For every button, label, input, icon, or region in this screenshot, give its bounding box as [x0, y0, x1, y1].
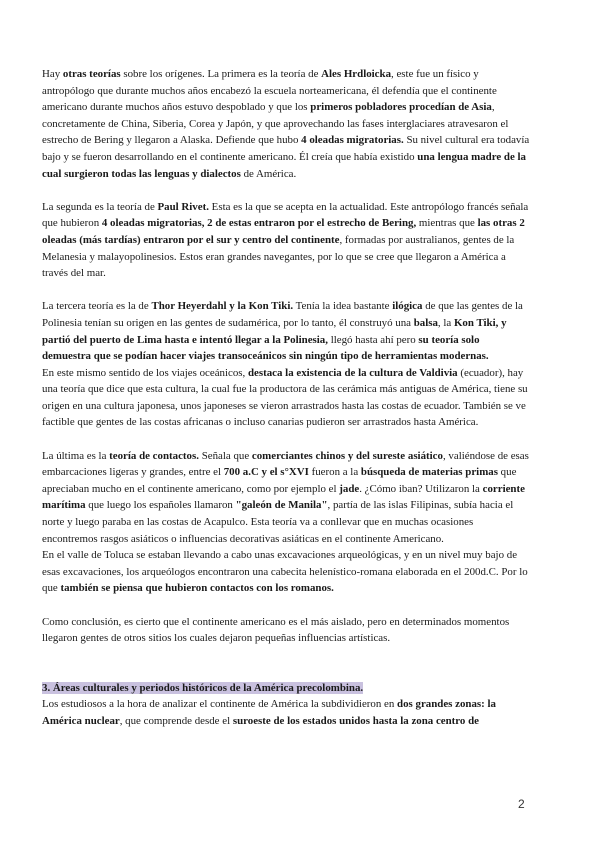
bold-text: Paul Rivet.	[157, 200, 209, 213]
text-run: Señala que	[198, 449, 252, 462]
paragraph-p3	[42, 298, 530, 364]
bold-text: búsqueda de materias primas	[360, 466, 498, 479]
paragraph-p4	[42, 365, 530, 431]
bold-text: Thor Heyerdahl y la Kon Tiki.	[151, 300, 294, 313]
text-run: , concretamente de China, Siberia, Corea y Japón, y que aprovechando las fases interglaciares atravesaron el estrecho de Bering y llegaron a Alaska. Defiende que hubo	[42, 101, 509, 147]
bold-text: balsa	[413, 316, 438, 329]
text-run: Esta es la que se acepta en la actualidad. Este antropólogo francés señala que hubieron	[42, 200, 529, 230]
document-body	[42, 66, 530, 730]
text-run: La última es la	[42, 449, 110, 462]
bold-text: Kon Tiki, y partió del puerto de Lima hasta e intentó llegar a la Polinesia,	[42, 316, 507, 346]
bold-text: su teoría solo demuestra que se podían hacer viajes transoceánicos sin ningún tipo de herramientas modernas.	[42, 333, 489, 363]
bold-text: corriente marítima	[42, 482, 525, 512]
section-paragraph	[42, 696, 530, 729]
bold-text: ilógica	[392, 300, 423, 313]
paragraph-p6	[42, 547, 530, 597]
bold-text: 4 oleadas migratorias.	[301, 134, 404, 147]
text-run: mientras que	[416, 217, 478, 230]
bold-text: comerciantes chinos y del sureste asiático	[251, 449, 443, 462]
text-run: Hay	[42, 68, 63, 80]
text-run: , formadas por australianos, gentes de la Melanesia y malayopolinesios. Estos eran grandes navegantes, por lo que se cree que llegaron a América a través del mar.	[42, 233, 515, 280]
text-run: , valiéndose de esas embarcaciones ligeras y grandes, entre el	[42, 449, 529, 479]
page-number: 2	[518, 797, 525, 811]
bold-text: suroeste de los estados unidos hasta la zona centro de	[232, 714, 479, 727]
text-run: . ¿Cómo iban? Utilizaron la	[359, 482, 483, 495]
paragraph-p2	[42, 199, 530, 282]
text-run: Tenía la idea bastante	[293, 300, 393, 313]
bold-text: jade	[339, 482, 360, 495]
paragraph-p1	[42, 66, 530, 182]
text-run: La segunda es la teoría de	[42, 200, 158, 213]
section-heading: 3. Áreas culturales y periodos históricos de la América precolombina.	[42, 681, 364, 694]
text-run: sobre los orígenes. La primera es la teoría de	[120, 68, 322, 80]
bold-text: también se piensa que hubieron contactos con los romanos.	[60, 582, 334, 595]
bold-text: primeros pobladores procedían de Asia	[310, 101, 492, 114]
text-run: , partía de las islas Filipinas, subía hacia el norte y luego paraba en las costas de Acapulco. Esta teoría va a conllevar que en muchas ocasiones encontremos rasgos asiáticos o influencias decorativas asiáticas en el continente Americano.	[42, 499, 514, 545]
bold-text: las otras 2 oleadas (más tardías) entraron por el sur y centro del continente	[42, 217, 525, 246]
bold-text: 700 a.C y el s°XVI	[223, 466, 309, 479]
bold-text: teoría de contactos.	[109, 449, 199, 462]
text-run: de América.	[240, 167, 297, 180]
bold-text: Ales Hrdloicka	[321, 68, 392, 80]
paragraph-p7	[42, 614, 530, 647]
text-run: fueron a la	[308, 466, 361, 479]
text-run: Su nivel cultural era todavía bajo y se fueron desarrollando en el continente americano. Él creía que había existido	[42, 134, 530, 163]
bold-text: otras teorías	[62, 68, 121, 80]
text-run: que luego los españoles llamaron	[85, 499, 236, 512]
text-run: Los estudiosos a la hora de analizar el continente de América la subdividieron en	[42, 698, 398, 711]
text-run: que apreciaban mucho en el continente americano, como por ejemplo el	[42, 466, 517, 495]
text-run: , este fue un físico y antropólogo que durante muchos años encabezó la escuela norteamericana, él defendía que el continente americano durante muchos años estuvo despoblado y que los	[42, 68, 497, 114]
text-run: , que comprende desde el	[119, 714, 233, 727]
bold-text: 4 oleadas migratorias, 2 de estas entraron por el estrecho de Bering,	[101, 217, 417, 230]
text-run: llegó hasta ahí pero	[327, 333, 419, 346]
bold-text: dos grandes zonas: la América nuclear	[42, 698, 496, 727]
text-run: (ecuador), hay una teoría que dice que esta cultura, la cual fue la productora de las cerámica más antiguas de América, tiene su origen en una cultura japonesa, unos japoneses se vieron arrastrados hasta las costas de ecuador. También se ve factible que gentes de las costas africanas o incluso canarias pudieron ser arrastrados hasta América.	[42, 366, 528, 429]
text-run: Como conclusión, es cierto que el continente americano es el más aislado, pero en determinados momentos llegaron gentes de otros sitios los cuales dejaron pequeñas influencias artísticas.	[42, 615, 510, 645]
bold-text: "galeón de Manila"	[235, 499, 328, 512]
text-run: La tercera teoría es la de	[42, 300, 152, 313]
paragraph-p5	[42, 448, 530, 548]
text-run: , la	[437, 316, 454, 329]
text-run: En este mismo sentido de los viajes oceánicos,	[42, 366, 248, 379]
text-run: de que las gentes de la Polinesia tenían su origen en las gentes de sudamérica, por lo tanto, él construyó una	[42, 300, 523, 329]
section-block	[42, 680, 530, 730]
bold-text: una lengua madre de la cual surgieron todas las lenguas y dialectos	[42, 150, 527, 180]
bold-text: destaca la existencia de la cultura de Valdivia	[247, 366, 458, 379]
paragraph-list	[42, 66, 530, 647]
text-run: En el valle de Toluca se estaban llevando a cabo unas excavaciones arqueológicas, y en un nivel muy bajo de esas excavaciones, los arqueólogos encontraron una cabecita helenístico-romana elaborada en el 200d.C. Por lo que	[42, 549, 528, 595]
